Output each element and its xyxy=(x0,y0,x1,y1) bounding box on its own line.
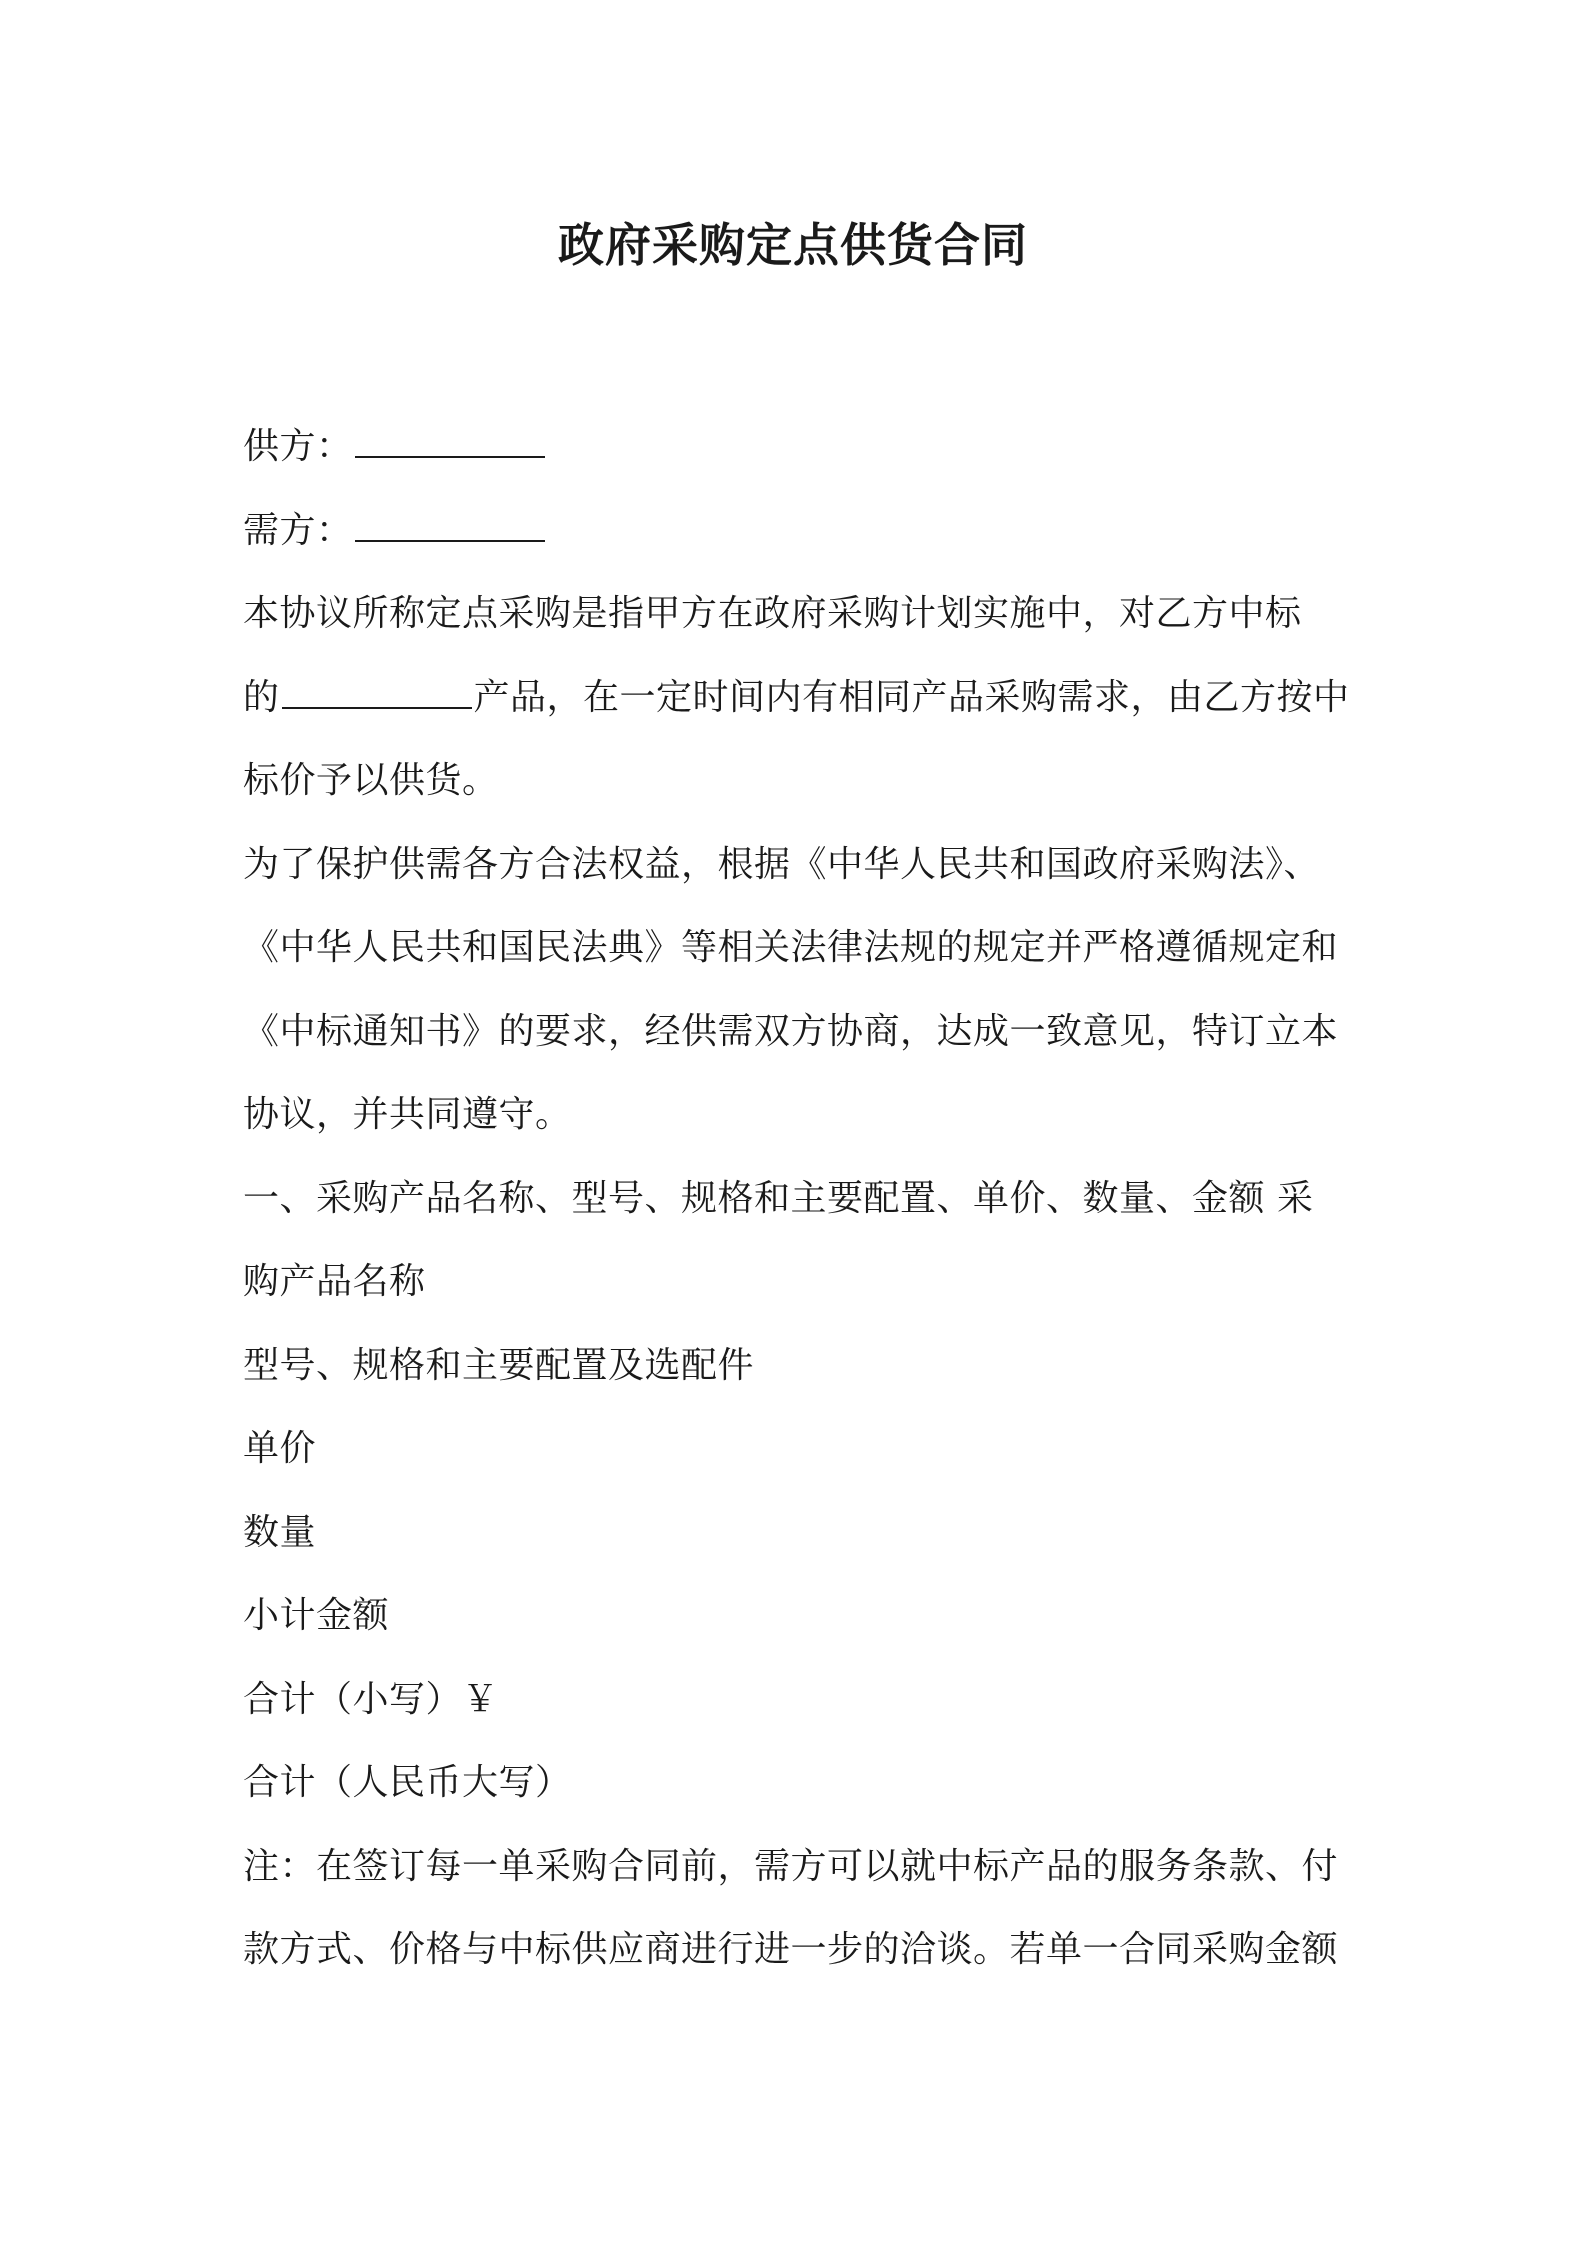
purpose-line-2: 《中华人民共和国民法典》等相关法律法规的规定并严格遵循规定和 xyxy=(243,927,1339,968)
intro-line-2-start: 的 xyxy=(243,676,280,718)
total-capital: 合计（人民币大写） xyxy=(243,1762,572,1803)
intro-line-2-end: 产品，在一定时间内有相同产品采购需求，由乙方按中 xyxy=(473,676,1350,718)
buyer-label: 需方： xyxy=(243,509,353,551)
item-model-spec: 型号、规格和主要配置及选配件 xyxy=(243,1344,755,1386)
item-quantity: 数量 xyxy=(243,1511,317,1553)
document-title: 政府采购定点供货合同 xyxy=(558,218,1028,272)
intro-line-3: 标价予以供货。 xyxy=(243,760,499,801)
purpose-line-1: 为了保护供需各方合法权益，根据《中华人民共和国政府采购法》、 xyxy=(243,843,1321,885)
intro-line-1: 本协议所称定点采购是指甲方在政府采购计划实施中，对乙方中标 xyxy=(243,593,1302,634)
product-blank xyxy=(282,674,472,708)
item-subtotal: 小计金额 xyxy=(243,1595,390,1636)
note-line-1: 注：在签订每一单采购合同前，需方可以就中标产品的服务条款、付 xyxy=(243,1845,1339,1887)
supplier-line xyxy=(243,405,1358,489)
section1-heading-line-2: 购产品名称 xyxy=(243,1261,426,1302)
intro-line-2 xyxy=(243,656,1358,740)
note-line-2: 款方式、价格与中标供应商进行进一步的洽谈。若单一合同采购金额 xyxy=(243,1929,1339,1970)
document-body xyxy=(243,405,1358,1992)
buyer-blank xyxy=(355,507,545,541)
total-lowercase: 合计（小写）￥ xyxy=(243,1678,499,1720)
supplier-blank xyxy=(355,424,545,458)
item-unit-price: 单价 xyxy=(243,1428,317,1469)
supplier-label: 供方： xyxy=(243,426,353,467)
purpose-line-4: 协议，并共同遵守。 xyxy=(243,1094,572,1135)
purpose-line-3: 《中标通知书》的要求，经供需双方协商，达成一致意见，特订立本 xyxy=(243,1010,1339,1052)
section1-heading-line-1: 一、采购产品名称、型号、规格和主要配置、单价、数量、金额 采 xyxy=(243,1177,1314,1219)
buyer-line xyxy=(243,489,1358,573)
